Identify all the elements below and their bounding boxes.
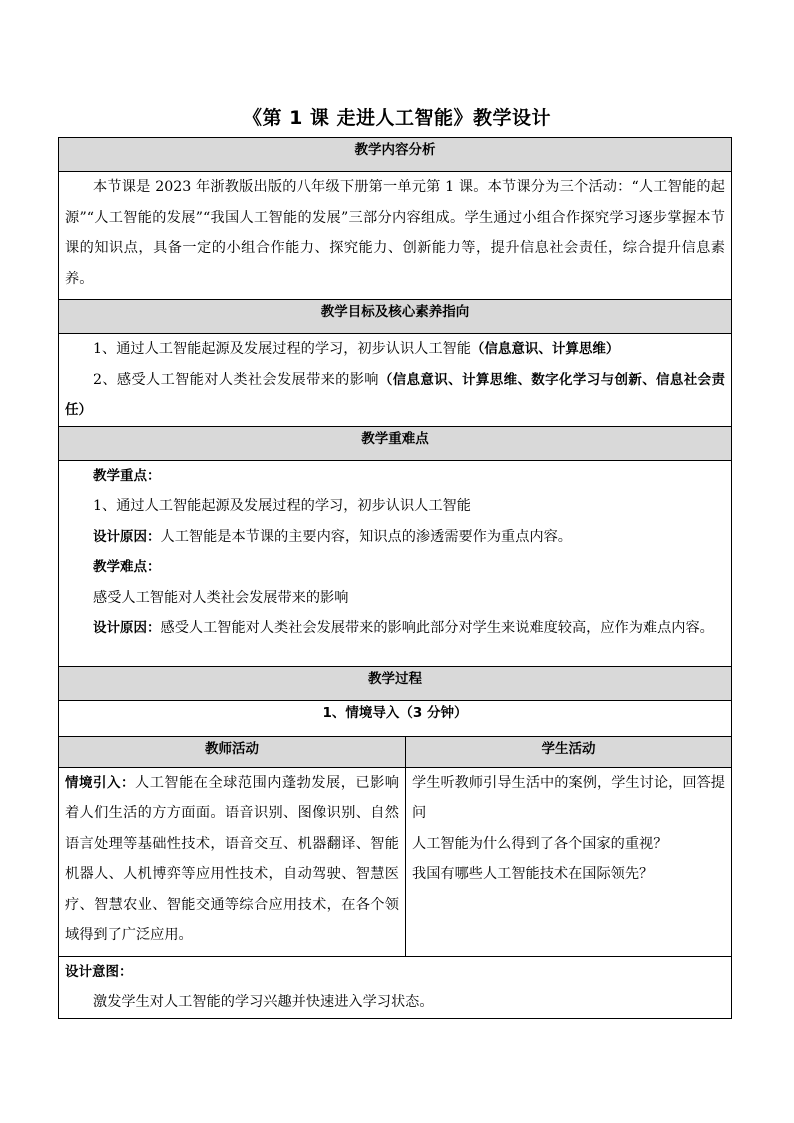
difficulty-reason: 设计原因：感受人工智能对人类社会发展带来的影响此部分对学生来说难度较高，应作为难点内容。: [93, 620, 714, 636]
teacher-activity-cell: [59, 767, 406, 956]
process-section-title: 1、情境导入（3 分钟）: [59, 700, 732, 736]
teacher-activity-header: 教师活动: [59, 736, 406, 767]
document-title: 《第 1 课 走进人工智能》教学设计: [242, 107, 552, 129]
design-intent-text: 激发学生对人工智能的学习兴趣并快速进入学习状态。: [93, 994, 434, 1010]
objectives-cell: [59, 334, 732, 427]
focus-text: 1、通过人工智能起源及发展过程的学习，初步认识人工智能: [93, 498, 471, 514]
design-intent-label: 设计意图：: [65, 963, 133, 980]
student-activity-cell: [406, 767, 732, 956]
teacher-activity-text: 情境引入：人工智能在全球范围内蓬勃发展，已影响着人们生活的方方面面。语音识别、图像识别、自然语言处理等基础性技术，语音交互、机器翻译、智能机器人、人机博弈等应用性技术，自动驾驶、智慧医疗、智慧农业、智能交通等综合应用技术，在各个领域得到了广泛应用。: [65, 774, 399, 943]
difficulty-text: 感受人工智能对人类社会发展带来的影响: [93, 589, 349, 606]
content-analysis-header: 教学内容分析: [59, 138, 732, 172]
design-intent-cell: [59, 956, 732, 1018]
student-activity-line-2: 人工智能为什么得到了各个国家的重视？: [412, 835, 668, 852]
objectives-header: 教学目标及核心素养指向: [59, 300, 732, 334]
key-points-cell: [59, 460, 732, 666]
student-activity-header: 学生活动: [406, 736, 732, 767]
objective-tag-2: （信息意识、计算思维、数字化学习与创新、信息社会责任）: [65, 371, 726, 418]
objective-item-2: 2、感受人工智能对人类社会发展带来的影响（信息意识、计算思维、数字化学习与创新、信息社会责任）: [65, 371, 726, 418]
objective-tag-1: （信息意识、计算思维）: [470, 341, 620, 357]
process-header: 教学过程: [59, 666, 732, 700]
difficulty-label: 教学难点：: [93, 559, 161, 575]
focus-reason: 设计原因：人工智能是本节课的主要内容，知识点的渗透需要作为重点内容。: [93, 528, 572, 545]
content-analysis-text: 本节课是 2023 年浙教版出版的八年级下册第一单元第 1 课。本节课分为三个活动：“人工智能的起源”“人工智能的发展”“我国人工智能的发展”三部分内容组成。学生通过小组合作探究学习逐步掌握本节课的知识点，具备一定的小组合作能力、探究能力、创新能力等，提升信息社会责任，综合提升信息素养。: [65, 179, 725, 287]
objective-item-1: 1、通过人工智能起源及发展过程的学习，初步认识人工智能（信息意识、计算思维）: [93, 341, 620, 357]
student-activity-line-3: 我国有哪些人工智能技术在国际领先？: [412, 866, 654, 882]
focus-label: 教学重点：: [93, 467, 161, 484]
lesson-plan-table: [58, 137, 732, 1019]
content-analysis-cell: [59, 172, 732, 300]
student-activity-line-1: 学生听教师引导生活中的案例，学生讨论，回答提问: [412, 774, 725, 821]
key-points-header: 教学重难点: [59, 426, 732, 460]
